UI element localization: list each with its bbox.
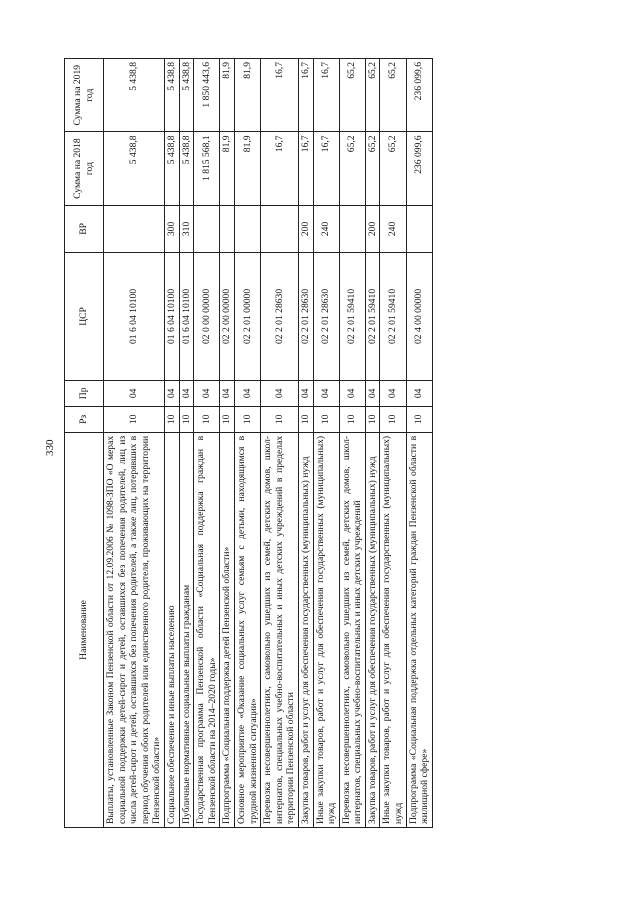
row-pr: 04 — [313, 380, 339, 406]
row-name: Публичные нормативные социальные выплаты гражданам — [179, 432, 194, 827]
page-number: 330 — [44, 439, 56, 456]
row-vr — [220, 205, 235, 252]
row-sum-2019: 16,7 — [298, 59, 313, 132]
row-pr: 04 — [104, 380, 165, 406]
row-vr: 240 — [380, 205, 406, 252]
row-name: Иные закупки товаров, работ и услуг для обеспечения государственных (муниципальных) нужд — [313, 432, 339, 827]
row-name: Подпрограмма «Социальная поддержка отдельных категорий граждан Пензенской области в жилищной сфере» — [406, 432, 432, 827]
header-sum-2019: Сумма на 2019 год — [65, 59, 104, 132]
row-vr: 240 — [313, 205, 339, 252]
row-vr: 300 — [164, 205, 179, 252]
table-row — [406, 59, 432, 828]
row-csr: 02 0 00 00000 — [194, 253, 220, 381]
row-vr — [194, 205, 220, 252]
row-csr: 02 2 01 28630 — [261, 253, 299, 381]
row-csr: 02 2 01 59410 — [339, 253, 365, 381]
row-vr: 310 — [179, 205, 194, 252]
row-pr: 04 — [298, 380, 313, 406]
table-row — [220, 59, 235, 828]
table-row — [261, 59, 299, 828]
row-csr: 02 4 00 00000 — [406, 253, 432, 381]
row-sum-2019: 16,7 — [261, 59, 299, 132]
row-rz: 10 — [220, 406, 235, 432]
row-name: Социальное обеспечение и иные выплаты населению — [164, 432, 179, 827]
row-name: Иные закупки товаров, работ и услуг для обеспечения государственных (муниципальных) нужд — [380, 432, 406, 827]
row-sum-2018: 236 099,6 — [406, 132, 432, 205]
row-name: Подпрограмма «Социальная поддержка детей Пензенской области» — [220, 432, 235, 827]
row-csr: 02 2 00 00000 — [220, 253, 235, 381]
row-rz: 10 — [194, 406, 220, 432]
row-sum-2019: 5 438,8 — [104, 59, 165, 132]
row-sum-2018: 5 438,8 — [164, 132, 179, 205]
row-sum-2018: 81,9 — [234, 132, 260, 205]
table-row — [179, 59, 194, 828]
header-row — [65, 59, 104, 828]
row-sum-2019: 65,2 — [380, 59, 406, 132]
row-csr: 01 6 04 10100 — [179, 253, 194, 381]
row-rz: 10 — [298, 406, 313, 432]
row-pr: 04 — [339, 380, 365, 406]
table-row — [339, 59, 365, 828]
row-csr: 01 6 04 10100 — [104, 253, 165, 381]
row-rz: 10 — [313, 406, 339, 432]
header-csr: ЦСР — [65, 253, 104, 381]
header-name: Наименование — [65, 432, 104, 827]
row-csr: 01 6 04 10100 — [164, 253, 179, 381]
table-row — [104, 59, 165, 828]
row-name: Закупка товаров, работ и услуг для обеспечения государственных (муниципальных) нужд — [298, 432, 313, 827]
row-name: Закупка товаров, работ и услуг для обеспечения государственных (муниципальных) нужд — [365, 432, 380, 827]
header-rz: Рз — [65, 406, 104, 432]
header-sum-2018: Сумма на 2018 год — [65, 132, 104, 205]
row-sum-2018: 5 438,8 — [179, 132, 194, 205]
row-sum-2018: 81,9 — [220, 132, 235, 205]
row-sum-2019: 65,2 — [339, 59, 365, 132]
row-sum-2018: 65,2 — [365, 132, 380, 205]
row-pr: 04 — [220, 380, 235, 406]
row-csr: 02 2 01 28630 — [298, 253, 313, 381]
table-row — [365, 59, 380, 828]
row-rz: 10 — [164, 406, 179, 432]
row-rz: 10 — [380, 406, 406, 432]
row-vr: 200 — [365, 205, 380, 252]
row-pr: 04 — [406, 380, 432, 406]
row-rz: 10 — [104, 406, 165, 432]
row-csr: 02 2 01 59410 — [380, 253, 406, 381]
row-sum-2019: 65,2 — [365, 59, 380, 132]
row-rz: 10 — [339, 406, 365, 432]
row-pr: 04 — [234, 380, 260, 406]
row-name: Выплаты, установленные Законом Пензенской области от 12.09.2006 № 1098-ЗПО «О мерах социальной поддержки детей-сирот и детей, оставшихся без попечения родителей, лиц из числа детей-сирот и детей, оставшихся без попечения родителей, а также лиц, потерявших в период обучения обоих родителей или единственного родителя, проживающих на территории Пензенской области» — [104, 432, 165, 827]
row-rz: 10 — [234, 406, 260, 432]
row-pr: 04 — [179, 380, 194, 406]
row-sum-2019: 81,9 — [234, 59, 260, 132]
row-rz: 10 — [261, 406, 299, 432]
row-rz: 10 — [179, 406, 194, 432]
table-row — [298, 59, 313, 828]
row-vr: 200 — [298, 205, 313, 252]
row-sum-2018: 16,7 — [313, 132, 339, 205]
row-sum-2019: 16,7 — [313, 59, 339, 132]
row-sum-2019: 5 438,8 — [179, 59, 194, 132]
row-rz: 10 — [406, 406, 432, 432]
row-vr — [339, 205, 365, 252]
row-sum-2019: 236 099,6 — [406, 59, 432, 132]
row-sum-2019: 81,9 — [220, 59, 235, 132]
row-sum-2018: 65,2 — [339, 132, 365, 205]
row-csr: 02 2 01 00000 — [234, 253, 260, 381]
row-name: Перевозка несовершеннолетних, самовольно ушедших из семей, детских домов, школ-интернатов, специальных учебно-воспитательных и иных детских учреждений в пределах территории Пензенской области — [261, 432, 299, 827]
row-pr: 04 — [164, 380, 179, 406]
row-name: Основное мероприятие «Оказание социальных услуг семьям с детьми, находящимся в трудной жизненной ситуации» — [234, 432, 260, 827]
row-name: Перевозка несовершеннолетних, самовольно ушедших из семей, детских домов, школ-интернатов, специальных учебно-воспитательных и иных детских учреждений — [339, 432, 365, 827]
table-row — [164, 59, 179, 828]
table-row — [380, 59, 406, 828]
table-row — [234, 59, 260, 828]
row-vr — [406, 205, 432, 252]
row-pr: 04 — [380, 380, 406, 406]
budget-table — [64, 58, 433, 828]
row-sum-2018: 1 815 568,1 — [194, 132, 220, 205]
row-csr: 02 2 01 28630 — [313, 253, 339, 381]
row-name: Государственная программа Пензенской области «Социальная поддержка граждан в Пензенской области на 2014–2020 годы» — [194, 432, 220, 827]
row-rz: 10 — [365, 406, 380, 432]
row-csr: 02 2 01 59410 — [365, 253, 380, 381]
row-vr — [234, 205, 260, 252]
row-pr: 04 — [194, 380, 220, 406]
header-vr: ВР — [65, 205, 104, 252]
row-vr — [261, 205, 299, 252]
row-sum-2018: 16,7 — [261, 132, 299, 205]
row-sum-2018: 16,7 — [298, 132, 313, 205]
table-row — [313, 59, 339, 828]
row-pr: 04 — [261, 380, 299, 406]
row-sum-2018: 5 438,8 — [104, 132, 165, 205]
row-vr — [104, 205, 165, 252]
row-sum-2018: 65,2 — [380, 132, 406, 205]
table-row — [194, 59, 220, 828]
row-sum-2019: 1 850 443,6 — [194, 59, 220, 132]
rotated-page — [64, 58, 544, 828]
row-sum-2019: 5 438,8 — [164, 59, 179, 132]
page-number-wrap — [40, 440, 60, 470]
header-pr: Пр — [65, 380, 104, 406]
row-pr: 04 — [365, 380, 380, 406]
